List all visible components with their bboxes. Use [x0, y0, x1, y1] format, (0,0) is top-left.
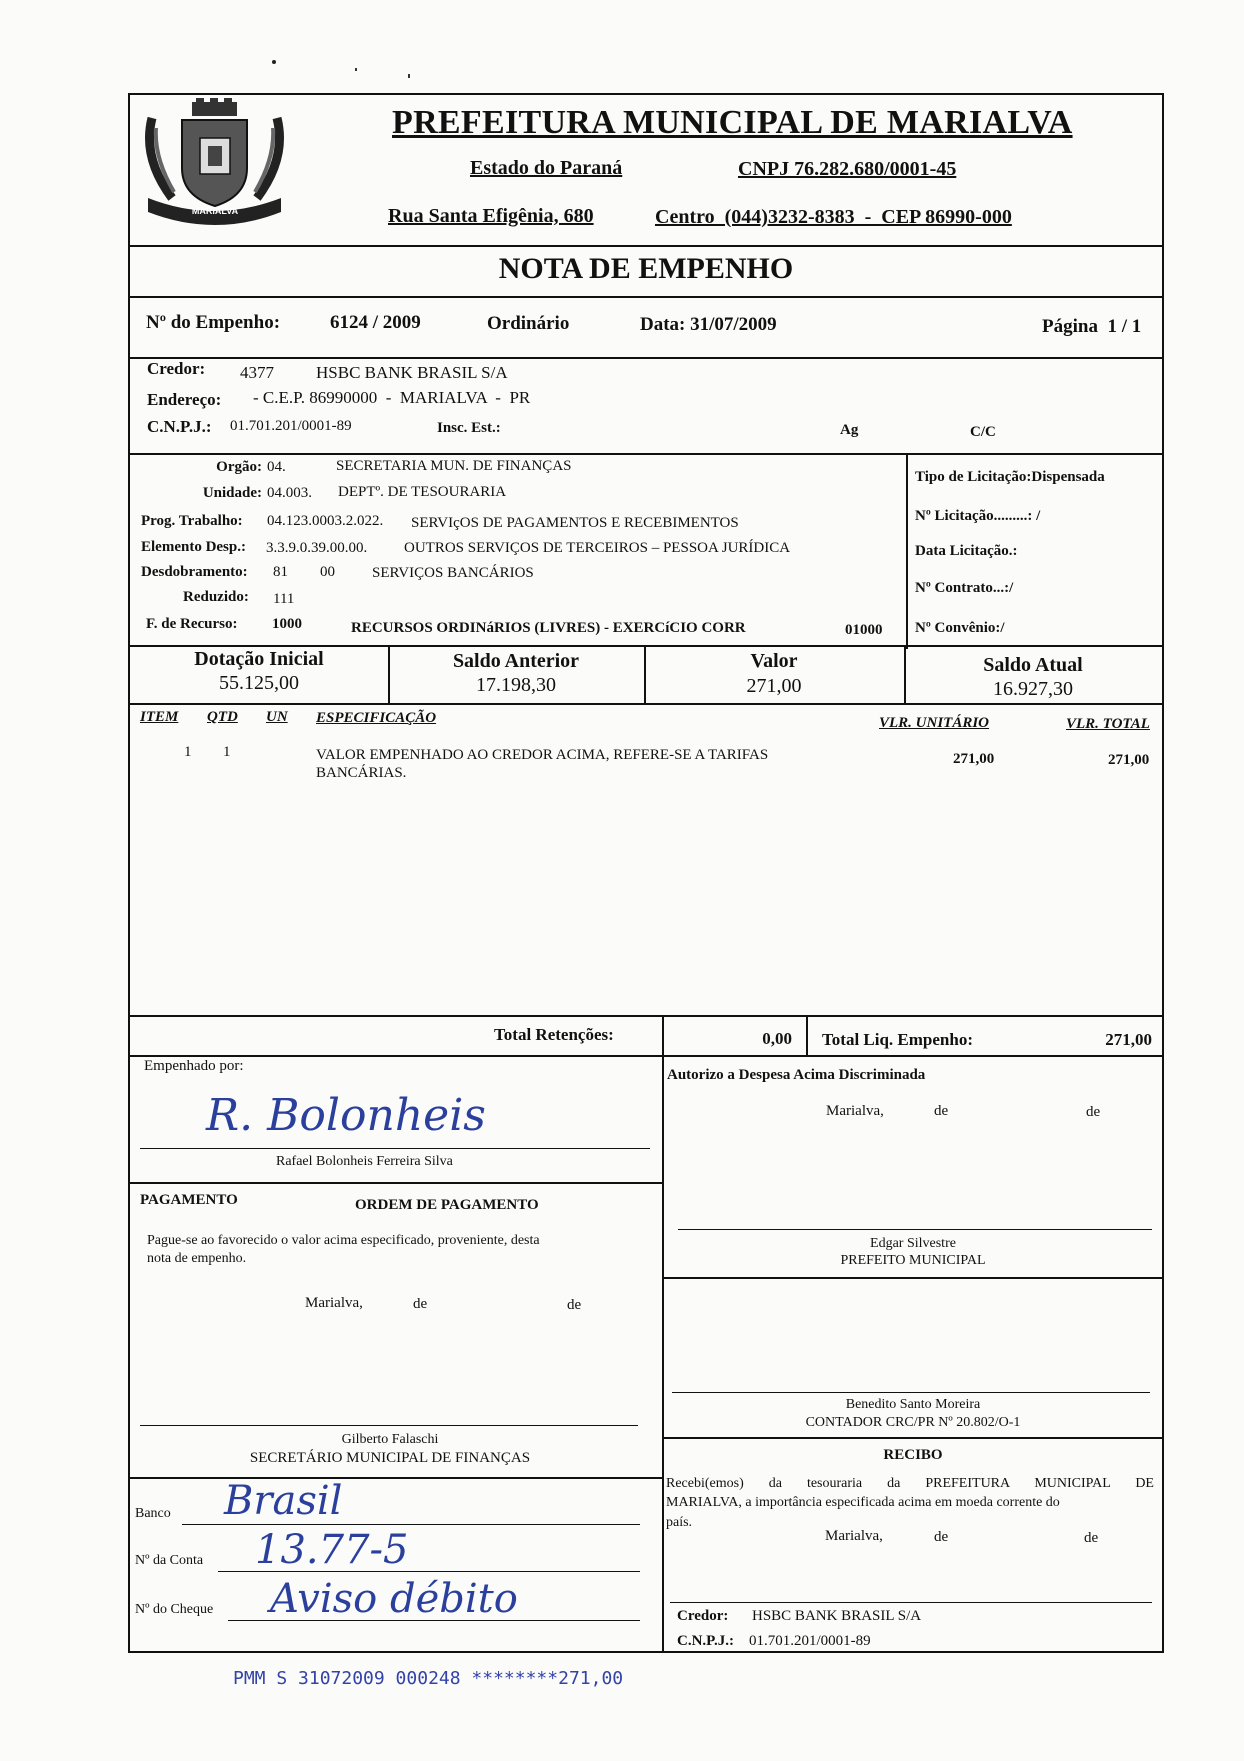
municipal-crest [142, 98, 287, 228]
dotacao-value: 55.125,00 [219, 672, 299, 694]
unidade-code: 04.003. [267, 485, 312, 501]
recibo-title: RECIBO [883, 1447, 943, 1463]
credor-label: Credor: [147, 359, 206, 378]
divider [906, 453, 908, 649]
col-valor-unitario: VLR. UNITÁRIO [879, 715, 990, 731]
elemento-code: 3.3.9.0.39.00.00. [266, 540, 368, 556]
page-indicator: Página 1 / 1 [1042, 316, 1142, 337]
numero-licitacao: Nº Licitação.........: / [915, 508, 1041, 524]
autorizo-de-1: de [934, 1103, 949, 1119]
divider [128, 645, 1164, 647]
liquido-value: 271,00 [1105, 1030, 1152, 1049]
empenho-type: Ordinário [487, 313, 570, 334]
signature-line [140, 1425, 638, 1426]
pagamento-text-1: Pague-se ao favorecido o valor acima especificado, proveniente, desta [147, 1233, 540, 1248]
col-item: ITEM [140, 709, 179, 725]
pagamento-de-2: de [567, 1297, 582, 1313]
recibo-cnpj: 01.701.201/0001-89 [749, 1633, 871, 1649]
saldo-atual-label: Saldo Atual [983, 654, 1083, 676]
credor-cnpj: 01.701.201/0001-89 [230, 418, 352, 434]
divider [662, 1437, 1164, 1439]
ordem-pagamento-title: ORDEM DE PAGAMENTO [355, 1197, 539, 1213]
scan-speck [272, 60, 276, 64]
credor-name: HSBC BANK BRASIL S/A [316, 363, 508, 382]
divider [128, 357, 1164, 359]
orgao-code: 04. [267, 459, 286, 475]
recibo-text-3: país. [666, 1515, 693, 1530]
recibo-de-2: de [1084, 1530, 1099, 1546]
address-label: Endereço: [147, 390, 222, 409]
saldo-anterior-label: Saldo Anterior [452, 650, 580, 672]
conta-label: Nº da Conta [135, 1553, 204, 1568]
insc-est-label: Insc. Est.: [437, 420, 501, 436]
orgao-label: Orgão: [216, 459, 262, 475]
pagamento-de-1: de [413, 1296, 428, 1312]
secretario-name: Gilberto Falaschi [341, 1432, 439, 1447]
col-valor-total: VLR. TOTAL [1066, 716, 1150, 732]
prog-label: Prog. Trabalho: [141, 513, 243, 529]
scan-speck [355, 68, 357, 71]
state-name: Estado do Paraná [470, 157, 623, 179]
fonte-name: RECURSOS ORDINáRIOS (LIVRES) - EXERCíCIO CORR [351, 620, 746, 636]
liquido-label: Total Liq. Empenho: [822, 1030, 973, 1049]
recibo-text-2: MARIALVA, a importância especificada acima em moeda corrente do [666, 1495, 1060, 1510]
banco-label: Banco [135, 1506, 171, 1521]
table-row [128, 744, 1164, 804]
signature-line [672, 1392, 1150, 1393]
data-licitacao: Data Licitação.: [915, 543, 1018, 559]
signature-line [140, 1148, 650, 1149]
reduzido-label: Reduzido: [183, 589, 249, 605]
divider [128, 453, 1164, 455]
pagamento-city: Marialva, [305, 1295, 363, 1311]
col-un: UN [266, 709, 288, 725]
divider [662, 1055, 664, 1653]
recibo-credor-label: Credor: [677, 1608, 729, 1624]
credor-address: - C.E.P. 86990000 - MARIALVA - PR [253, 388, 531, 407]
empenhado-label: Empenhado por: [144, 1058, 244, 1074]
address-street: Rua Santa Efigênia, 680 [388, 205, 594, 227]
empenhado-name: Rafael Bolonheis Ferreira Silva [276, 1154, 453, 1169]
divider [128, 1182, 662, 1184]
scan-speck [408, 74, 410, 78]
tipo-licitacao-text: Tipo de Licitação:Dispensada [915, 469, 1105, 485]
prefeito-role: PREFEITO MUNICIPAL [840, 1253, 986, 1268]
saldo-anterior-value: 17.198,30 [476, 674, 556, 696]
cnpj-header: CNPJ 76.282.680/0001-45 [738, 158, 957, 180]
pagamento-label: PAGAMENTO [140, 1192, 238, 1208]
row-spec-line1: VALOR EMPENHADO AO CREDOR ACIMA, REFERE-SE A TARIFAS [316, 747, 769, 763]
row-unit-value: 271,00 [953, 751, 995, 767]
divider [806, 1015, 808, 1055]
desdobramento-code-2: 00 [320, 564, 335, 580]
divider [128, 296, 1164, 298]
signature-line [670, 1602, 1152, 1603]
saldo-atual-value: 16.927,30 [993, 678, 1073, 700]
empenho-label: Nº do Empenho: [146, 312, 281, 333]
row-qtd: 1 [223, 744, 231, 760]
desdobramento-code-1: 81 [273, 564, 288, 580]
document-title: NOTA DE EMPENHO [498, 252, 794, 285]
numero-contrato: Nº Contrato...:/ [915, 580, 1014, 596]
orgao-name: SECRETARIA MUN. DE FINANÇAS [336, 458, 572, 474]
contador-role: CONTADOR CRC/PR Nº 20.802/O-1 [805, 1415, 1021, 1430]
credor-code: 4377 [240, 363, 274, 382]
recibo-de-1: de [934, 1529, 949, 1545]
cnpj-label: C.N.P.J.: [147, 417, 212, 436]
elemento-name: OUTROS SERVIÇOS DE TERCEIROS – PESSOA JURÍDICA [404, 540, 791, 556]
autorizo-city: Marialva, [826, 1103, 884, 1119]
dotacao-label: Dotação Inicial [194, 648, 324, 670]
fonte-extra: 01000 [845, 622, 883, 638]
divider [128, 245, 1164, 247]
elemento-label: Elemento Desp.: [141, 539, 246, 555]
divider [662, 1277, 1164, 1279]
banco-value: Brasil [224, 1478, 343, 1524]
divider [128, 1015, 1164, 1017]
crest-motto: MARIALVA [191, 206, 239, 216]
mechanical-stamp: PMM S 31072009 000248 ********271,00 [233, 1668, 624, 1689]
autorizo-label: Autorizo a Despesa Acima Discriminada [667, 1067, 926, 1083]
retencoes-value: 0,00 [762, 1029, 792, 1048]
secretario-role: SECRETÁRIO MUNICIPAL DE FINANÇAS [249, 1450, 531, 1466]
retencoes-label: Total Retenções: [494, 1025, 614, 1044]
reduzido-value: 111 [273, 591, 295, 607]
prefeitura-title: PREFEITURA MUNICIPAL DE MARIALVA [392, 104, 1073, 141]
recibo-city: Marialva, [825, 1528, 883, 1544]
unidade-name: DEPTº. DE TESOURARIA [338, 484, 507, 500]
prefeito-name: Edgar Silvestre [870, 1236, 956, 1251]
pagamento-text-2: nota de empenho. [147, 1251, 247, 1266]
prog-code: 04.123.0003.2.022. [267, 513, 384, 529]
row-total-value: 271,00 [1108, 752, 1150, 768]
divider [128, 703, 1164, 705]
numero-convenio: Nº Convênio:/ [915, 620, 1005, 636]
col-especificacao: ESPECIFICAÇÃO [316, 710, 437, 726]
col-qtd: QTD [207, 709, 238, 725]
empenho-number: 6124 / 2009 [330, 312, 421, 333]
valor-value: 271,00 [746, 675, 802, 697]
recibo-cnpj-label: C.N.P.J.: [677, 1633, 734, 1649]
empenho-date: Data: 31/07/2009 [640, 314, 777, 335]
contador-name: Benedito Santo Moreira [845, 1397, 981, 1412]
tipo-licitacao [915, 469, 1105, 486]
empenhado-signature: R. Bolonheis [206, 1090, 486, 1141]
cc-label: C/C [970, 424, 996, 440]
prog-name: SERVIçOS DE PAGAMENTOS E RECEBIMENTOS [411, 515, 739, 531]
divider [128, 1055, 1164, 1057]
valor-label: Valor [750, 650, 798, 672]
row-spec-line2: BANCÁRIAS. [316, 765, 407, 781]
autorizo-de-2: de [1086, 1104, 1101, 1120]
desdobramento-label: Desdobramento: [141, 564, 248, 580]
signature-line [678, 1229, 1152, 1230]
conta-value: 13.77-5 [255, 1527, 409, 1573]
fonte-code: 1000 [272, 616, 302, 632]
cheque-label: Nº do Cheque [135, 1602, 214, 1617]
recibo-text-1: Recebi(emos) da tesouraria da PREFEITURA MUNICIPAL DE [666, 1476, 1154, 1491]
address-contact: Centro (044)3232-8383 - CEP 86990-000 [655, 206, 1012, 228]
desdobramento-name: SERVIÇOS BANCÁRIOS [372, 565, 534, 581]
divider [128, 1477, 662, 1479]
form-line [182, 1524, 640, 1525]
ag-label: Ag [840, 422, 859, 438]
fonte-label: F. de Recurso: [146, 616, 238, 632]
recibo-credor-name: HSBC BANK BRASIL S/A [752, 1608, 922, 1624]
unidade-label: Unidade: [202, 485, 262, 501]
cheque-value: Aviso débito [270, 1576, 518, 1622]
row-item: 1 [184, 744, 192, 760]
